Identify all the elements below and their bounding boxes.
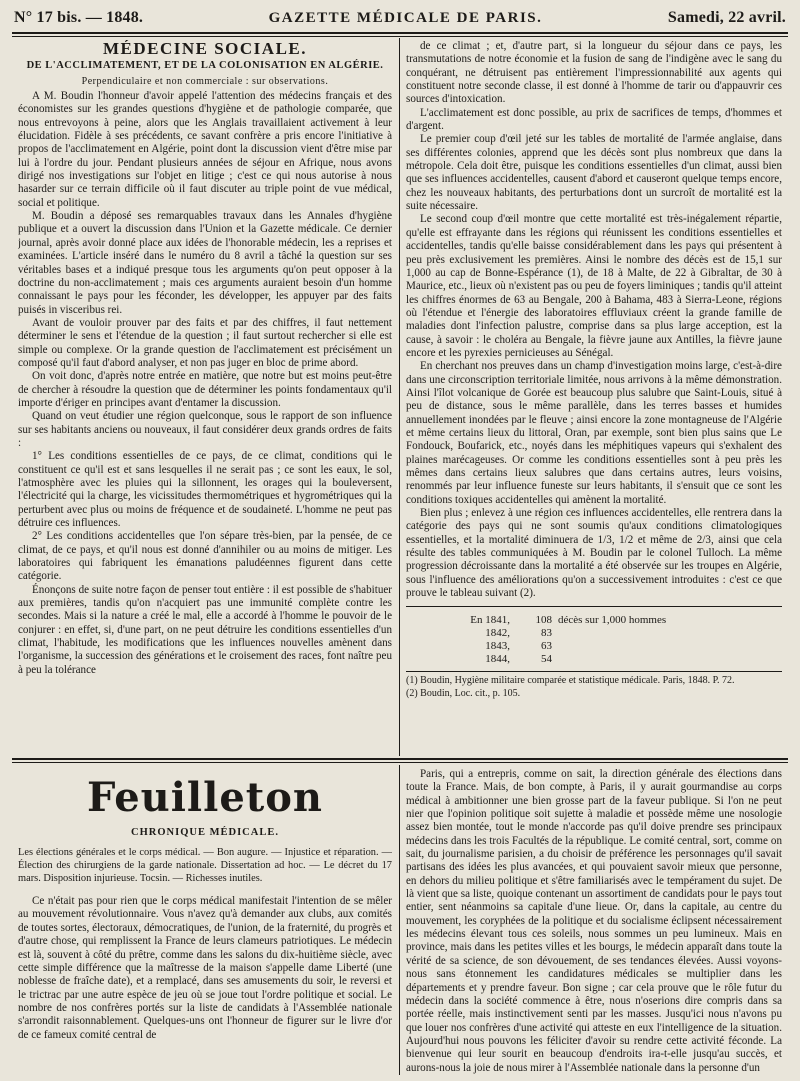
masthead [14, 6, 786, 30]
chronicle-summary: Les élections générales et le corps médical. — Bon augure. — Injustice et réparation. — Élection des chirurgiens de la garde nationale. Dissertation ad hoc. — Le décret du 17 mars. Disposition injurieuse. Tocsin. — Richesses inutiles. [18, 847, 392, 884]
paragraph: Le premier coup d'œil jeté sur les tables de mortalité de l'armée anglaise, dans ses différentes colonies, apprend que les décès sont plus nombreux que dans la métropole. Cela doit être, puisque les conditions essentielles d'un climat, aussi bien que ses influences accidentelles, causent d'abord et causeront quelque temps encore, chez les nouveaux habitants, des perturbations dont un surcroît de mortalité est la suite nécessaire. [406, 133, 782, 213]
paragraph: Avant de vouloir prouver par des faits et par des chiffres, il faut nettement déterminer le sens et l'étendue de la question ; il faut surtout rechercher si elle est simple ou complexe. Or la grande question de l'acclimatement est précisément un composé qu'il faut d'abord analyser, et non pas juger en bloc de prime abord. [18, 316, 392, 369]
stats-year: En 1841, [470, 614, 510, 627]
feuilleton-right-column [406, 768, 782, 1076]
chronicle-heading: CHRONIQUE MÉDICALE. [131, 827, 279, 838]
paragraph: Paris, qui a entrepris, comme on sait, la direction générale des élections dans toute la France. Mais, de bon compte, à Paris, il y aurait gourmandise au corps médical à ambitionner une bien grosse part de la faveur publique. Si l'on ne peut nier que l'opinion politique soit sujette à maladie et possède même une nosologie assez bien montée, tout le monde n'accorde pas qu'il doive prendre ses principaux médecins dans les trois Facultés de la république. Le comité central, sort, comme on sait, du journalisme parisien, a du choisir de préférence les personnages qu'il savait partisans des idées les plus avancées, et qui pouvaient savoir mieux que personne, en dehors du milieu politique et s'être familiarisés avec le tempérament du sujet. De là vient que sa liste, quoique contenant un assortiment de candidats pour le pays tout entier, sent néanmoins sa capitale d'une lieue. Or, dans la capitale, au centre du mouvement, les coryphées de la politique et du socialisme éclipsent nécessairement les médecins élevant tous ces soleils, nous sommes un peu lumineux. Mais en province, mais dans les petites villes et les bourgs, le médecin apparaît dans toute la vérité de sa science, de son dévouement, de ses tendances élevées. Aussi voyons-nous sans étonnement les candidatures médicales se multiplier dans les départements et y prendre faveur. Bon signe ; car cela prouve que le rôle futur du médecin dans la société commence à être, nous n'oserions dire compris dans sa portée réelle, mais instinctivement senti par les masses. Jusqu'ici nous n'avons pu que louer nos confrères d'une activité qui atteste en eux l'intelligence de la situation. Aujourd'hui nous pouvons les féliciter d'avoir su rendre cette activité féconde. La bienvenue qui leur sourit en beaucoup d'endroits ira-t-elle jusqu'au succès, et aurons-nous la joie de nous mirer à l'Assemblée nationale dans la personne d'un [406, 768, 782, 1074]
article-right-paragraphs [406, 40, 782, 600]
article-left-paragraphs [18, 90, 392, 677]
header-rule [12, 32, 788, 34]
paragraph: Ce n'était pas pour rien que le corps médical manifestait l'intention de se mêler au mouvement révolutionnaire. Vous n'avez qu'à demander aux clubs, aux comités de toutes sortes, électoraux, démocratiques, de l'union, de la fraternité, du progrès et d'autre chose, qui remplissent la France de leurs clameurs patriotiques. Le médecin est là, souvent à côté du prêtre, comme dans les salons du dix-huitième siècle, avec cette simple différence que la maîtresse de la maison s'appelle dame Liberté (une noblesse de fraîche date), et a remplacé, dans ses amusements du soir, le reversi et le trictrac par une autre espèce de jeu où se joue tout l'ordre politique et social. Le nombre de nos confrères portés sur la liste de candidats à l'Assemblée nationale s'arrondit raisonnablement. Quelques-uns ont l'honneur de figurer sur le livre d'or de ce fameux comité central de [18, 895, 392, 1041]
paragraph: M. Boudin a déposé ses remarquables travaux dans les Annales d'hygiène publique et a ouvert la discussion dans l'Union et la Gazette médicale. Ce dernier journal, après avoir donné place aux idées de l'honorable médecin, les a reprises et examinées. L'article inséré dans le numéro du 8 avril a tâché la question sur ses véritables bases et a indiqué presque tous les arguments qu'on peut opposer à la doctrine du non-acclimatement ; mais ces arguments auraient besoin d'un homme connaissant le pays pour les féconder, les développer, les appuyer par des faits puisés in visceribus rei. [18, 210, 392, 316]
stats-value: 83 [541, 627, 552, 640]
feuilleton-left-paragraphs [18, 895, 392, 1042]
paragraph: En cherchant nos preuves dans un champ d'investigation moins large, c'est-à-dire dans une circonscription territoriale limitée, nous arrivons à la même démonstration. Ainsi l'îlot volcanique de Gorée est beaucoup plus salubre que Saint-Louis, situé à peu de distance, sous le même parallèle, dans les terres basses et humides annuellement inondées par le fleuve ; ainsi encore la zone montagneuse de l'Algérie et même certains lieux du littoral, Oran, par exemple, sont bien plus sains que Le Fondouck, Boufarick, etc., noyés dans les méphitiques vapeurs qui s'exhalent des plaines marécageuses. Or comme les conditions essentielles sont à peu près les mêmes dans certains lieux salubres que dans certains autres, leurs voisins, renommés par leur influence funeste sur leurs habitants, il s'ensuit que ce sont les conditions toxiques accidentelles qui amènent la mortalité. [406, 360, 782, 506]
stats-row [406, 614, 782, 627]
issue-date: Samedi, 22 avril. [667, 9, 786, 26]
section-title: MÉDECINE SOCIALE. [102, 40, 308, 58]
stats-year: 1844, [485, 653, 510, 666]
paragraph: On voit donc, d'après notre entrée en matière, que notre but est moins peut-être de chercher à résoudre la question que de déterminer les points fondamentaux qu'il importe d'ériger en principes avant d'entamer la discussion. [18, 370, 392, 409]
paragraph: 1° Les conditions essentielles de ce pays, de ce climat, conditions qui le constituent ce qu'il est et sans lesquelles il ne serait pas ; ce sont les eaux, le sol, l'atmosphère avec les pluies qui la sillonnent, les orages qui la bouleversent, l'électricité qui la charge, les vicissitudes thermométriques et hygrométriques qui la perturbent avec plus ou moins de fréquence et de soudaineté. L'homme ne peut pas détruire ces influences. [18, 450, 392, 530]
paragraph: Le second coup d'œil montre que cette mortalité est très-inégalement répartie, qu'elle est effrayante dans les régions qui réunissent les conditions essentielles et accidentelles, tandis qu'elle baisse considérablement dans les pays qui présentent à peu près exclusivement les premières. Ainsi le nombre des décès est de 15,1 sur 1,000 au cap de Bonne-Espérance (1), de 18 à Malte, de 22 à Gibraltar, de 30 à Maurice, etc., lieux où n'existent pas ou peu de foyers liminiques ; tandis qu'il atteint les chiffres énormes de 63 au Bengale, 200 à Bahama, 483 à Sierra-Leone, régions où l'étendue et l'énergie des laboratoires effluviaux créent la grande famille de maladies dont l'infection palustre, comprise dans sa plus large acception, est la cause, à savoir : le choléra au Bengale, la fièvre jaune aux Antilles, la fièvre jaune encore et les pyrexies pernicieuses au Sénégal. [406, 213, 782, 359]
footnote: (1) Boudin, Hygiène militaire comparée et statistique médicale. Paris, 1848. P. 72. [406, 675, 735, 687]
stats-value: 63 [541, 640, 552, 653]
feuilleton-left-column [18, 766, 392, 1076]
mortality-stats [406, 614, 782, 666]
stats-year: 1843, [485, 640, 510, 653]
paragraph: L'acclimatement est donc possible, au prix de sacrifices de temps, d'hommes et d'argent. [406, 106, 782, 133]
paragraph: 2° Les conditions accidentelles que l'on sépare très-bien, par la pensée, de ce climat, de ce pays, et qu'il nous est donné d'annihiler ou au moins de mitiger. Les laboratoires qui fabriquent les émanations paludéennes figurent dans cette catégorie. [18, 530, 392, 583]
feuilleton-right-paragraphs [406, 768, 782, 1075]
column-divider-bottom [399, 765, 400, 1075]
paragraph: A M. Boudin l'honneur d'avoir appelé l'attention des médecins français et des économistes sur les grandes questions d'hygiène et de pathologie comparée, que nous entrevoyons à peine, alors que les Anglais travaillaient activement à leur élucidation. Fidèle à ses précédents, ce savant confrère a pris encore l'initiative à propos de l'acclimatement en Algérie, point dont la discussion vient d'être mise par lui à l'ordre du jour. Pendant plusieurs années de séjour en Afrique, nous avons dirigé nos investigations sur l'objet en litige ; c'est ce qui nous autorise à nous hasarder sur ce terrain difficile où il faut discuter au triple point de vue médical, social et politique. [18, 90, 392, 209]
paragraph: Énonçons de suite notre façon de penser tout entière : il est possible de s'habituer aux premières, tandis qu'on n'acquiert pas une immunité complète contre les secondes. Mais si la nature a créé le mal, elle a accordé à l'homme le pouvoir de le conjurer : en effet, si, d'une part, on ne peut détruire les conditions essentielles d'un climat, l'habitude, les modifications que les influences nouvelles amènent dans l'organisme, la succession des générations et le croisement des races, font naître peu à peu la tolérance [18, 583, 392, 676]
feuilleton-title: Feuilleton [86, 774, 323, 821]
article-title: DE L'ACCLIMATEMENT, ET DE LA COLONISATION EN ALGÉRIE. [26, 60, 384, 72]
stats-row [406, 640, 782, 653]
stats-year: 1842, [485, 627, 510, 640]
stats-unit: décès sur 1,000 hommes [558, 614, 667, 627]
footnotes [406, 671, 782, 700]
footnote: (2) Boudin, Loc. cit., p. 105. [406, 687, 521, 699]
article-subtitle: Perpendiculaire et non commerciale : sur observations. [81, 75, 329, 87]
paragraph: Quand on veut étudier une région quelconque, sous le rapport de son influence sur ses habitants anciens ou nouveaux, il faut considérer deux grands ordres de faits : [18, 410, 392, 449]
paragraph: de ce climat ; et, d'autre part, si la longueur du séjour dans ce pays, les transmutations de notre économie et la fusion de sang de l'indigène avec le sang du conquérant, ne détruisent pas entièrement l'impressionnabilité aux agents qui constituent notre seconde classe, il est donné à l'homme de tarir ou d'appauvrir ces sources d'intoxication. [406, 40, 782, 106]
stats-row [406, 653, 782, 666]
article-right-column [406, 40, 782, 756]
issue-number: N° 17 bis. — 1848. [14, 9, 144, 26]
article-left-column [18, 40, 392, 756]
column-divider-top [399, 38, 400, 756]
feuilleton-rule-thin [12, 762, 788, 763]
paragraph: Bien plus ; enlevez à une région ces influences accidentelles, elle rentrera dans la catégorie des pays qui ne sont soumis qu'aux conditions climatologiques essentielles, et la mortalité diminuera de 1/3, 1/2 et même de 2/3, ainsi que cela résulte des tables communiquées à M. Boudin par le colonel Tulloch. La même progression décroissante dans la mortalité a été observée sur les troupes en Algérie, sous l'influence des améliorations qu'on a successivement introduites : c'est ce que prouve le tableau suivant (2). [406, 507, 782, 600]
stats-value: 54 [541, 653, 552, 666]
mortality-table [406, 606, 782, 666]
stats-row [406, 627, 782, 640]
journal-title: GAZETTE MÉDICALE DE PARIS. [268, 9, 543, 26]
stats-value: 108 [535, 614, 552, 627]
header-rule-thin [12, 36, 788, 37]
feuilleton-rule [12, 758, 788, 760]
